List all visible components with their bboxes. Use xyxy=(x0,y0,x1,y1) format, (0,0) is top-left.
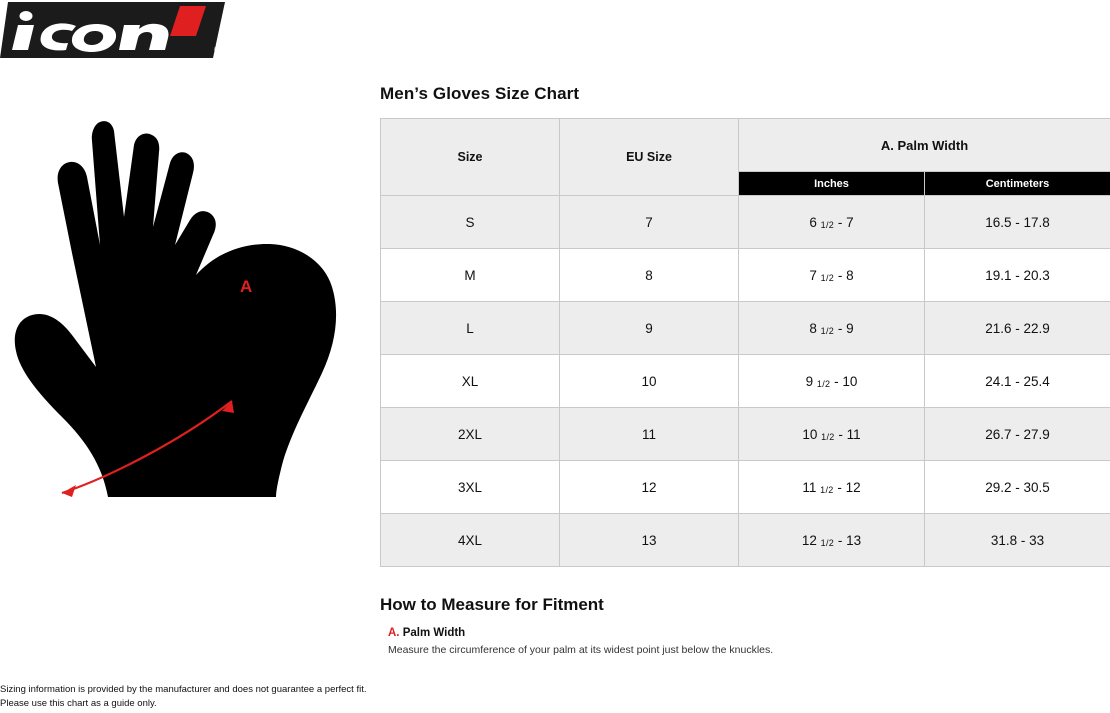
inches-whole: 6 xyxy=(809,214,817,230)
inches-range-end: - 10 xyxy=(834,373,858,389)
cell-size: 3XL xyxy=(381,461,560,514)
table-row xyxy=(381,302,1110,355)
col-header-eu-size: EU Size xyxy=(560,119,739,196)
inches-range-end: - 8 xyxy=(837,267,854,283)
cell-eu-size: 12 xyxy=(560,461,739,514)
inches-fraction: 1/2 xyxy=(820,272,835,283)
cell-centimeters: 31.8 - 33 xyxy=(925,514,1110,567)
col-header-palm-width: A. Palm Width xyxy=(739,119,1110,172)
cell-inches xyxy=(739,355,925,408)
size-chart-table xyxy=(380,118,1110,567)
inches-whole: 9 xyxy=(805,373,814,389)
cell-size: M xyxy=(381,249,560,302)
inches-whole: 11 xyxy=(802,479,817,495)
col-header-inches: Inches xyxy=(739,172,925,196)
inches-whole: 8 xyxy=(809,320,817,336)
inches-whole: 7 xyxy=(809,267,817,283)
glove-diagram xyxy=(0,105,360,515)
cell-size: 2XL xyxy=(381,408,560,461)
col-header-size: Size xyxy=(381,119,560,196)
brand-logo xyxy=(0,0,225,60)
inches-fraction: 1/2 xyxy=(820,537,835,548)
cell-size: L xyxy=(381,302,560,355)
cell-size: S xyxy=(381,196,560,249)
howto-letter: A. xyxy=(388,627,400,639)
size-chart-content xyxy=(380,84,1110,656)
cell-inches xyxy=(739,461,925,514)
page-title: Men’s Gloves Size Chart xyxy=(380,84,580,103)
cell-inches xyxy=(739,196,925,249)
table-row xyxy=(381,408,1110,461)
cell-eu-size: 9 xyxy=(560,302,739,355)
disclaimer-line-1: Sizing information is provided by the manufacturer and does not guarantee a perfect fit. xyxy=(0,683,367,695)
table-row xyxy=(381,249,1110,302)
cell-centimeters: 16.5 - 17.8 xyxy=(925,196,1110,249)
inches-range-end: - 9 xyxy=(837,320,854,336)
inches-fraction: 1/2 xyxy=(820,484,834,495)
disclaimer-line-2: Please use this chart as a guide only. xyxy=(0,697,157,709)
table-row xyxy=(381,196,1110,249)
table-header-row xyxy=(381,119,1110,172)
cell-eu-size: 7 xyxy=(560,196,739,249)
howto-item xyxy=(388,627,1110,639)
table-row xyxy=(381,461,1110,514)
table-row xyxy=(381,514,1110,567)
inches-range-end: - 13 xyxy=(837,532,862,548)
table-body xyxy=(381,196,1110,567)
cell-eu-size: 10 xyxy=(560,355,739,408)
inches-whole: 10 xyxy=(802,426,818,442)
disclaimer xyxy=(0,683,367,712)
cell-eu-size: 8 xyxy=(560,249,739,302)
cell-eu-size: 13 xyxy=(560,514,739,567)
cell-inches xyxy=(739,408,925,461)
inches-fraction: 1/2 xyxy=(820,219,835,230)
table-row xyxy=(381,355,1110,408)
cell-size: 4XL xyxy=(381,514,560,567)
inches-range-end: - 11 xyxy=(838,426,861,442)
cell-centimeters: 21.6 - 22.9 xyxy=(925,302,1110,355)
cell-inches xyxy=(739,302,925,355)
inches-fraction: 1/2 xyxy=(820,325,835,336)
cell-eu-size: 11 xyxy=(560,408,739,461)
howto-label: Palm Width xyxy=(402,627,466,639)
cell-inches xyxy=(739,514,925,567)
cell-inches xyxy=(739,249,925,302)
diagram-label-a: A xyxy=(240,277,253,296)
registered-mark: ® xyxy=(214,47,220,54)
cell-centimeters: 29.2 - 30.5 xyxy=(925,461,1110,514)
inches-range-end: - 7 xyxy=(837,214,854,230)
col-header-centimeters: Centimeters xyxy=(925,172,1110,196)
cell-centimeters: 19.1 - 20.3 xyxy=(925,249,1110,302)
howto-title: How to Measure for Fitment xyxy=(380,595,604,614)
cell-centimeters: 26.7 - 27.9 xyxy=(925,408,1110,461)
cell-centimeters: 24.1 - 25.4 xyxy=(925,355,1110,408)
cell-size: XL xyxy=(381,355,560,408)
howto-description: Measure the circumference of your palm at its widest point just below the knuckles. xyxy=(388,644,774,656)
inches-whole: 12 xyxy=(801,532,817,548)
inches-range-end: - 12 xyxy=(837,479,861,495)
inches-fraction: 1/2 xyxy=(821,431,835,442)
inches-fraction: 1/2 xyxy=(816,378,831,389)
